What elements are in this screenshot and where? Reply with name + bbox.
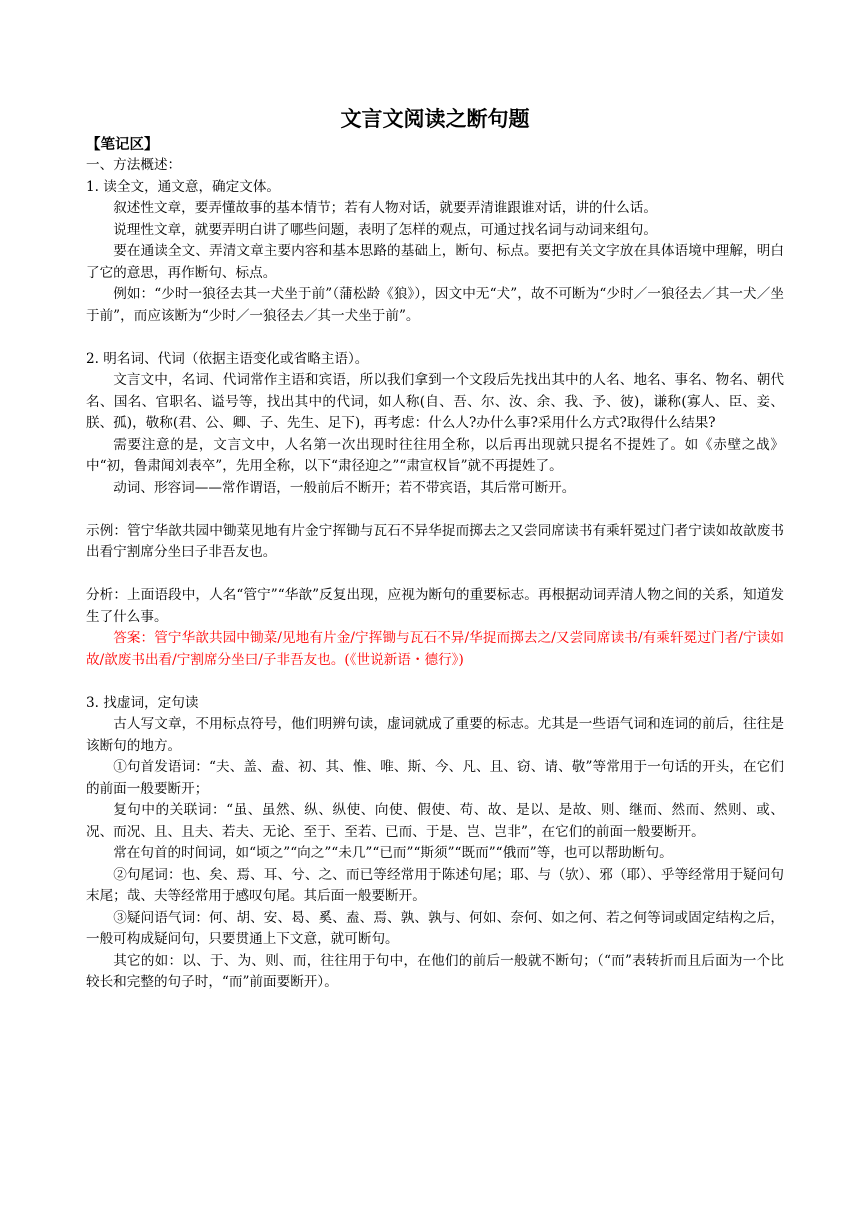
answer-text: 答案：管宁华歆共园中锄菜/见地有片金/宁挥锄与瓦石不异/华捉而掷去之/又尝同席读书/有乘轩冕过门者/宁读如故/歆废书出看/宁割席分坐曰/子非吾友也。(《世说新语・德行》) bbox=[86, 630, 784, 668]
spacer bbox=[86, 327, 784, 349]
section-method-heading: 一、方法概述： bbox=[86, 157, 182, 173]
section-2-paragraph-2: 需要注意的是，文言文中，人名第一次出现时往往用全称，以后再出现就只提名不提姓了。如《赤壁之战》中“初，鲁肃闻刘表卒”，先用全称，以下“肃径迎之”“肃宣权旨”就不再提姓了。 bbox=[86, 436, 784, 474]
section-1-heading: 1. 读全文，通文意，确定文体。 bbox=[86, 178, 281, 195]
section-1-paragraph-4: 例如：“少时一狼径去其一犬坐于前”（蒲松龄《狼》），因文中无“犬”，故不可断为“少时／一狼径去／其一犬／坐于前”，而应该断为“少时／一狼径去／其一犬坐于前”。 bbox=[86, 286, 784, 324]
section-3-paragraph-3: 复句中的关联词：“虽、虽然、纵、纵使、向使、假使、苟、故、是以、是故、则、继而、然而、然则、或、况、而况、且、且夫、若夫、无论、至于、至若、已而、于是、岂、岂非”，在它们的前面一般要断开。 bbox=[86, 802, 784, 840]
spacer bbox=[86, 499, 784, 521]
section-3-paragraph-4: 常在句首的时间词，如“顷之”“向之”“未几”“已而”“斯须”“既而”“俄而”等，也可以帮助断句。 bbox=[113, 845, 673, 861]
section-1-paragraph-1: 叙述性文章，要弄懂故事的基本情节；若有人物对话，就要弄清谁跟谁对话，讲的什么话。 bbox=[113, 200, 657, 216]
document-page bbox=[86, 104, 784, 994]
section-3-paragraph-7: 其它的如：以、于、为、则、而，往往用于句中，在他们的前后一般就不断句；（“而”表转折而且后面为一个比较长和完整的句子时，“而”前面要断开）。 bbox=[86, 952, 784, 990]
notes-label: 【笔记区】 bbox=[86, 136, 159, 153]
analysis-text: 分析：上面语段中，人名“管宁”“华歆”反复出现，应视为断句的重要标志。再根据动词弄清人物之间的关系，知道发生了什么事。 bbox=[86, 587, 784, 625]
spacer bbox=[86, 671, 784, 693]
section-3-paragraph-1: 古人写文章，不用标点符号，他们明辨句读，虚词就成了重要的标志。尤其是一些语气词和连词的前后，往往是该断句的地方。 bbox=[86, 716, 784, 754]
example-text: 示例：管宁华歆共园中锄菜见地有片金宁挥锄与瓦石不异华捉而掷去之又尝同席读书有乘轩冕过门者宁读如故歆废书出看宁割席分坐曰子非吾友也。 bbox=[86, 522, 784, 560]
spacer bbox=[86, 564, 784, 586]
section-1-paragraph-2: 说理性文章，就要弄明白讲了哪些问题，表明了怎样的观点，可通过找名词与动词来组句。 bbox=[113, 221, 657, 238]
document-title: 文言文阅读之断句题 bbox=[340, 106, 530, 131]
section-2-paragraph-1: 文言文中，名词、代词常作主语和宾语，所以我们拿到一个文段后先找出其中的人名、地名、事名、物名、朝代名、国名、官职名、谥号等，找出其中的代词，如人称(自、吾、尔、汝、余、我、予、彼)，谦称(寡人、臣、妾、朕、孤)，敬称(君、公、卿、子、先生、足下)，再考虑：什么人?办什么事?采用什么方式?取得什么结果? bbox=[86, 372, 784, 431]
section-2-paragraph-3: 动词、形容词——常作谓语，一般前后不断开；若不带宾语，其后常可断开。 bbox=[113, 479, 576, 496]
section-3-paragraph-2: ①句首发语词：“夫、盖、盍、初、其、惟、唯、斯、今、凡、且、窃、请、敬”等常用于一句话的开头，在它们的前面一般要断开； bbox=[86, 759, 784, 797]
section-1-paragraph-3: 要在通读全文、弄清文章主要内容和基本思路的基础上，断句、标点。要把有关文字放在具体语境中理解，明白了它的意思，再作断句、标点。 bbox=[86, 243, 784, 281]
section-3-heading: 3. 找虚词，定句读 bbox=[86, 694, 199, 711]
section-3-paragraph-6: ③疑问语气词：何、胡、安、曷、奚、盍、焉、孰、孰与、何如、奈何、如之何、若之何等词或固定结构之后，一般可构成疑问句，只要贯通上下文意，就可断句。 bbox=[86, 909, 784, 947]
section-2-heading: 2. 明名词、代词（依据主语变化或省略主语）。 bbox=[86, 350, 369, 367]
section-3-paragraph-5: ②句尾词：也、矣、焉、耳、兮、之、而已等经常用于陈述句尾；耶、与（欤）、邪（耶）、乎等经常用于疑问句末尾；哉、夫等经常用于感叹句尾。其后面一般要断开。 bbox=[86, 866, 784, 904]
